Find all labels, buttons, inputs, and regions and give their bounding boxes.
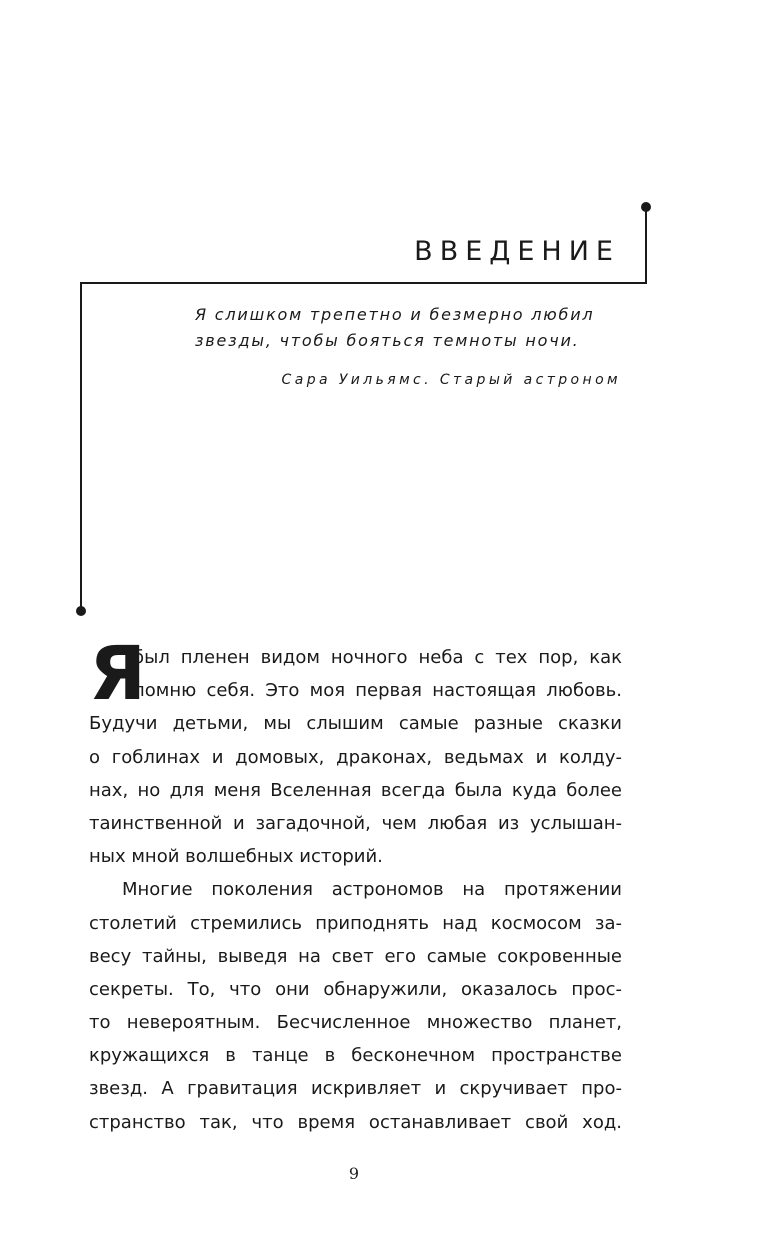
frame-line-horizontal bbox=[80, 282, 647, 284]
text-line: Будучи детьми, мы слышим самые разные сказки bbox=[89, 713, 622, 735]
text-line: весу тайны, выведя на свет его самые сокровенные bbox=[89, 945, 622, 967]
text-line: нах, но для меня Вселенная всегда была куда более bbox=[89, 779, 622, 801]
body-text bbox=[89, 631, 622, 1139]
paragraph-2 bbox=[89, 873, 622, 1139]
chapter-title: ВВЕДЕНИЕ bbox=[414, 236, 620, 267]
epigraph bbox=[195, 302, 625, 354]
frame-line-right-vertical bbox=[645, 207, 647, 284]
drop-cap: Я bbox=[89, 631, 146, 717]
text-line: странство так, что время останавливает свой ход. bbox=[89, 1111, 622, 1133]
text-line: кружащихся в танце в бесконечном пространстве bbox=[89, 1045, 622, 1067]
epigraph-line: Я слишком трепетно и безмерно любил bbox=[195, 305, 595, 324]
frame-dot-bottom bbox=[76, 606, 86, 616]
page-number: 9 bbox=[348, 1164, 360, 1183]
epigraph-attribution: Сара Уильямс. Старый астроном bbox=[281, 372, 621, 388]
text-line: Многие поколения астрономов на протяжении bbox=[122, 879, 622, 901]
text-line: столетий стремились приподнять над космосом за- bbox=[89, 912, 622, 934]
epigraph-line: звезды, чтобы бояться темноты ночи. bbox=[195, 331, 580, 350]
text-line: был пленен видом ночного неба с тех пор, как bbox=[133, 647, 622, 668]
text-line: секреты. То, что они обнаружили, оказалось прос- bbox=[89, 978, 622, 1000]
paragraph-1 bbox=[89, 631, 622, 873]
frame-line-left-vertical bbox=[80, 282, 82, 610]
text-line: о гоблинах и домовых, драконах, ведьмах и колду- bbox=[89, 746, 622, 768]
text-line: таинственной и загадочной, чем любая из услышан- bbox=[89, 812, 622, 834]
text-line: помню себя. Это моя первая настоящая любовь. bbox=[133, 680, 622, 702]
text-line: ных мной волшебных историй. bbox=[89, 846, 383, 868]
text-line: то невероятным. Бесчисленное множество планет, bbox=[89, 1012, 622, 1034]
text-line: звезд. А гравитация искривляет и скручивает про- bbox=[89, 1078, 622, 1100]
